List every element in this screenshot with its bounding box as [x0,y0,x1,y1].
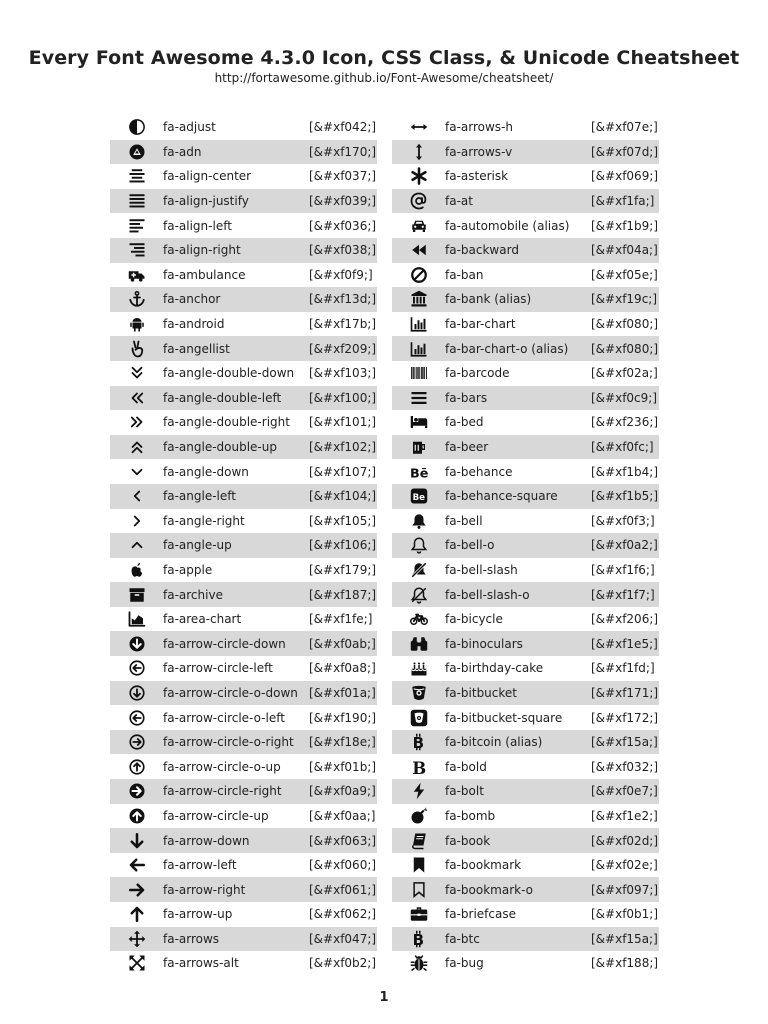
area-chart-icon [122,610,152,628]
bitbucket-square-icon [404,709,434,727]
ban-icon [404,266,434,284]
icon-class-name: fa-align-justify [163,194,249,209]
icon-unicode: [&#xf04a;] [591,243,658,258]
icon-row [392,312,659,337]
source-url: http://fortawesome.github.io/Font-Awesome/cheatsheet/ [214,71,554,85]
icon-row [110,459,377,484]
icon-class-name: fa-arrow-circle-o-down [163,685,298,700]
icon-row [392,533,659,558]
icon-row [110,877,377,902]
icon-unicode: [&#xf107;] [309,464,377,479]
icon-row [392,386,659,411]
icon-unicode: [&#xf179;] [309,562,377,577]
icon-row [110,140,377,165]
icon-unicode: [&#xf0ab;] [309,636,376,651]
arrow-up-icon [122,905,152,923]
icon-unicode: [&#xf206;] [591,612,659,627]
icon-row [110,828,377,853]
arrows-icon [122,930,152,948]
svg-text:Be: Be [412,492,426,503]
icon-unicode: [&#xf0a2;] [591,538,658,553]
icon-row [110,484,377,509]
icon-class-name: fa-bookmark [445,858,522,873]
icon-class-name: fa-ambulance [163,267,246,282]
icon-row [392,631,659,656]
briefcase-icon [404,905,434,923]
icon-row [392,484,659,509]
icon-unicode: [&#xf106;] [309,538,377,553]
icon-class-name: fa-bitcoin (alias) [445,735,543,750]
icon-row [110,607,377,632]
behance-square-icon [404,487,434,505]
icon-unicode: [&#xf01a;] [309,685,376,700]
icon-unicode: [&#xf02a;] [591,366,658,381]
bar-chart-icon [404,315,434,333]
icon-class-name: fa-beer [445,440,489,455]
svg-text:B: B [412,930,425,948]
icon-class-name: fa-arrow-left [163,858,237,873]
icon-unicode: [&#xf063;] [309,833,377,848]
arrow-circle-o-right-icon [122,733,152,751]
icon-row [110,681,377,706]
icon-row [110,189,377,214]
icon-unicode: [&#xf047;] [309,931,377,946]
icon-unicode: [&#xf1f7;] [591,587,655,602]
icon-class-name: fa-align-center [163,169,252,184]
icon-class-name: fa-bug [445,956,484,971]
icon-class-name: fa-bolt [445,784,484,799]
icon-row [110,705,377,730]
icon-class-name: fa-align-left [163,218,232,233]
angle-double-down-icon [122,364,152,382]
icon-unicode: [&#xf1f6;] [591,562,655,577]
icon-class-name: fa-adjust [163,120,216,135]
icon-row [392,582,659,607]
icon-class-name: fa-barcode [445,366,510,381]
icon-class-name: fa-angle-up [163,538,232,553]
bicycle-icon [404,610,434,628]
icon-row [392,361,659,386]
icon-unicode: [&#xf236;] [591,415,659,430]
android-icon [122,315,152,333]
icon-unicode: [&#xf080;] [591,317,659,332]
icon-class-name: fa-arrow-right [163,882,246,897]
icon-row [392,730,659,755]
arrows-alt-icon [122,954,152,972]
icon-class-name: fa-arrows-alt [163,956,239,971]
icon-row [110,435,377,460]
icon-class-name: fa-bar-chart [445,317,516,332]
icon-class-name: fa-arrow-circle-o-left [163,710,285,725]
icon-class-name: fa-align-right [163,243,241,258]
icon-class-name: fa-backward [445,243,519,258]
arrows-v-icon [404,143,434,161]
icon-unicode: [&#xf105;] [309,513,377,528]
icon-class-name: fa-bed [445,415,484,430]
bed-icon [404,413,434,431]
icon-unicode: [&#xf02e;] [591,858,658,873]
icon-class-name: fa-apple [163,562,213,577]
at-icon [404,192,434,210]
icon-unicode: [&#xf170;] [309,144,377,159]
icon-class-name: fa-area-chart [163,612,242,627]
btc-icon [404,930,434,948]
icon-row [392,459,659,484]
bitcoin-icon [404,733,434,751]
icon-row [110,213,377,238]
icon-class-name: fa-angle-double-left [163,390,282,405]
icon-unicode: [&#xf0a8;] [309,661,376,676]
icon-row [392,509,659,534]
page-number: 1 [379,990,389,1005]
bell-o-icon [404,536,434,554]
ambulance-icon [122,266,152,284]
icon-unicode: [&#xf01b;] [309,759,377,774]
arrow-left-icon [122,856,152,874]
icon-unicode: [&#xf080;] [591,341,659,356]
icon-unicode: [&#xf038;] [309,243,377,258]
angle-right-icon [122,512,152,530]
icon-row [110,238,377,263]
icon-class-name: fa-arrow-circle-o-up [163,759,281,774]
icon-row [392,902,659,927]
align-justify-icon [122,192,152,210]
icon-class-name: fa-bitbucket-square [445,710,563,725]
icon-unicode: [&#xf060;] [309,858,377,873]
icon-row [392,927,659,952]
icon-class-name: fa-angle-left [163,489,236,504]
icon-class-name: fa-automobile (alias) [445,218,570,233]
icon-class-name: fa-arrow-down [163,833,250,848]
icon-class-name: fa-behance [445,464,513,479]
icon-row [110,386,377,411]
icon-unicode: [&#xf0fc;] [591,440,654,455]
angle-double-up-icon [122,438,152,456]
icon-class-name: fa-book [445,833,491,848]
arrow-circle-o-left-icon [122,709,152,727]
icon-class-name: fa-arrows [163,931,220,946]
icon-unicode: [&#xf15a;] [591,931,658,946]
icon-class-name: fa-angellist [163,341,230,356]
archive-icon [122,586,152,604]
icon-row [392,115,659,140]
icon-unicode: [&#xf18e;] [309,735,376,750]
icon-unicode: [&#xf102;] [309,440,377,455]
align-center-icon [122,167,152,185]
icon-unicode: [&#xf069;] [591,169,659,184]
icon-class-name: fa-arrow-circle-right [163,784,282,799]
arrow-circle-o-up-icon [122,758,152,776]
icon-class-name: fa-arrow-circle-down [163,636,286,651]
bomb-icon [404,807,434,825]
icon-row [392,140,659,165]
icon-row [110,754,377,779]
bank-icon [404,290,434,308]
icon-unicode: [&#xf190;] [309,710,377,725]
icon-row [392,754,659,779]
bookmark-o-icon [404,881,434,899]
angle-down-icon [122,463,152,481]
arrows-h-icon [404,118,434,136]
icon-class-name: fa-arrow-circle-up [163,808,269,823]
angle-left-icon [122,487,152,505]
icon-unicode: [&#xf100;] [309,390,377,405]
icon-row [392,189,659,214]
bold-icon [404,758,434,776]
icon-row [110,533,377,558]
icon-class-name: fa-bell-o [445,538,495,553]
icon-class-name: fa-angle-right [163,513,245,528]
barcode-icon [404,364,434,382]
page-title: Every Font Awesome 4.3.0 Icon, CSS Class, & Unicode Cheatsheet [28,47,740,69]
icon-unicode: [&#xf0c9;] [591,390,658,405]
icon-unicode: [&#xf1e2;] [591,808,658,823]
icon-row [110,558,377,583]
icon-row [392,238,659,263]
arrow-circle-left-icon [122,659,152,677]
icon-row [392,287,659,312]
icon-row [110,853,377,878]
icon-row [392,681,659,706]
icon-unicode: [&#xf209;] [309,341,377,356]
icon-row [110,951,377,976]
icon-row [392,705,659,730]
icon-unicode: [&#xf15a;] [591,735,658,750]
icon-class-name: fa-briefcase [445,907,516,922]
icon-unicode: [&#xf0f3;] [591,513,655,528]
icon-unicode: [&#xf037;] [309,169,377,184]
icon-row [110,582,377,607]
icon-class-name: fa-arrow-circle-o-right [163,735,294,750]
icon-unicode: [&#xf07e;] [591,120,658,135]
icon-class-name: fa-angle-double-down [163,366,295,381]
icon-row [392,558,659,583]
icon-class-name: fa-asterisk [445,169,509,184]
icon-unicode: [&#xf1b4;] [591,464,659,479]
icon-class-name: fa-bell-slash [445,562,518,577]
icon-unicode: [&#xf042;] [309,120,377,135]
icon-row [110,361,377,386]
birthday-cake-icon [404,659,434,677]
bar-chart-o-icon [404,340,434,358]
icon-class-name: fa-arrow-circle-left [163,661,273,676]
icon-class-name: fa-adn [163,144,202,159]
bookmark-icon [404,856,434,874]
beer-icon [404,438,434,456]
icon-class-name: fa-bookmark-o [445,882,533,897]
icon-row [110,115,377,140]
icon-row [110,509,377,534]
svg-text:B: B [412,758,427,776]
icon-row [110,779,377,804]
icon-class-name: fa-bicycle [445,612,503,627]
icon-unicode: [&#xf188;] [591,956,659,971]
icon-unicode: [&#xf104;] [309,489,377,504]
right-icon-column [392,115,659,976]
icon-unicode: [&#xf0b2;] [309,956,377,971]
icon-unicode: [&#xf0a9;] [309,784,376,799]
icon-unicode: [&#xf171;] [591,685,659,700]
icon-class-name: fa-archive [163,587,223,602]
angle-up-icon [122,536,152,554]
icon-class-name: fa-bar-chart-o (alias) [445,341,569,356]
bug-icon [404,954,434,972]
icon-unicode: [&#xf039;] [309,194,377,209]
bars-icon [404,389,434,407]
svg-text:Bē: Bē [410,465,428,481]
icon-unicode: [&#xf1b9;] [591,218,659,233]
bolt-icon [404,782,434,800]
icon-unicode: [&#xf187;] [309,587,377,602]
icon-row [110,656,377,681]
icon-row [110,164,377,189]
icon-class-name: fa-birthday-cake [445,661,544,676]
icon-row [392,804,659,829]
icon-unicode: [&#xf07d;] [591,144,659,159]
icon-row [110,336,377,361]
icon-class-name: fa-bold [445,759,487,774]
icon-row [110,287,377,312]
icon-unicode: [&#xf19c;] [591,292,658,307]
svg-text:B: B [412,734,425,752]
arrow-circle-down-icon [122,635,152,653]
binoculars-icon [404,635,434,653]
icon-row [110,312,377,337]
icon-row [392,607,659,632]
apple-icon [122,561,152,579]
icon-unicode: [&#xf1fa;] [591,194,655,209]
icon-unicode: [&#xf097;] [591,882,659,897]
icon-row [110,263,377,288]
icon-unicode: [&#xf0aa;] [309,808,376,823]
icon-row [392,779,659,804]
bell-slash-icon [404,561,434,579]
icon-unicode: [&#xf062;] [309,907,377,922]
icon-class-name: fa-bitbucket [445,685,517,700]
book-icon [404,832,434,850]
icon-unicode: [&#xf036;] [309,218,377,233]
icon-row [110,631,377,656]
arrow-circle-up-icon [122,807,152,825]
icon-unicode: [&#xf1fe;] [309,612,373,627]
icon-unicode: [&#xf05e;] [591,267,658,282]
angle-double-right-icon [122,413,152,431]
arrow-right-icon [122,881,152,899]
icon-class-name: fa-angle-double-up [163,440,277,455]
icon-unicode: [&#xf061;] [309,882,377,897]
icon-row [110,927,377,952]
icon-row [392,853,659,878]
arrow-circle-right-icon [122,782,152,800]
icon-row [392,828,659,853]
icon-class-name: fa-bank (alias) [445,292,532,307]
angellist-icon [122,340,152,358]
align-right-icon [122,241,152,259]
icon-class-name: fa-angle-down [163,464,249,479]
icon-class-name: fa-anchor [163,292,221,307]
icon-unicode: [&#xf1b5;] [591,489,659,504]
icon-unicode: [&#xf103;] [309,366,377,381]
icon-row [392,656,659,681]
left-icon-column [110,115,377,976]
icon-row [392,336,659,361]
icon-row [392,410,659,435]
automobile-icon [404,217,434,235]
icon-row [392,213,659,238]
icon-row [110,804,377,829]
icon-unicode: [&#xf0f9;] [309,267,373,282]
icon-class-name: fa-bell [445,513,483,528]
icon-unicode: [&#xf0b1;] [591,907,659,922]
icon-class-name: fa-behance-square [445,489,558,504]
icon-class-name: fa-android [163,317,225,332]
icon-class-name: fa-angle-double-right [163,415,290,430]
backward-icon [404,241,434,259]
asterisk-icon [404,167,434,185]
bitbucket-icon [404,684,434,702]
icon-class-name: fa-arrow-up [163,907,233,922]
bell-slash-o-icon [404,586,434,604]
icon-class-name: fa-arrows-h [445,120,513,135]
adn-icon [122,143,152,161]
icon-row [392,263,659,288]
icon-class-name: fa-bars [445,390,488,405]
icon-unicode: [&#xf032;] [591,759,659,774]
icon-class-name: fa-binoculars [445,636,523,651]
icon-row [392,877,659,902]
icon-unicode: [&#xf17b;] [309,317,377,332]
arrow-circle-o-down-icon [122,684,152,702]
behance-icon [404,463,434,481]
align-left-icon [122,217,152,235]
adjust-icon [122,118,152,136]
icon-class-name: fa-btc [445,931,480,946]
angle-double-left-icon [122,389,152,407]
icon-row [110,902,377,927]
icon-class-name: fa-at [445,194,473,209]
icon-row [392,951,659,976]
anchor-icon [122,290,152,308]
icon-unicode: [&#xf101;] [309,415,377,430]
icon-class-name: fa-bomb [445,808,496,823]
icon-class-name: fa-arrows-v [445,144,513,159]
bell-icon [404,512,434,530]
icon-unicode: [&#xf1fd;] [591,661,655,676]
icon-class-name: fa-ban [445,267,484,282]
icon-unicode: [&#xf0e7;] [591,784,658,799]
icon-unicode: [&#xf1e5;] [591,636,658,651]
icon-row [392,435,659,460]
icon-row [110,730,377,755]
icon-unicode: [&#xf13d;] [309,292,377,307]
icon-unicode: [&#xf172;] [591,710,659,725]
icon-row [392,164,659,189]
icon-unicode: [&#xf02d;] [591,833,659,848]
arrow-down-icon [122,832,152,850]
icon-row [110,410,377,435]
icon-class-name: fa-bell-slash-o [445,587,530,602]
